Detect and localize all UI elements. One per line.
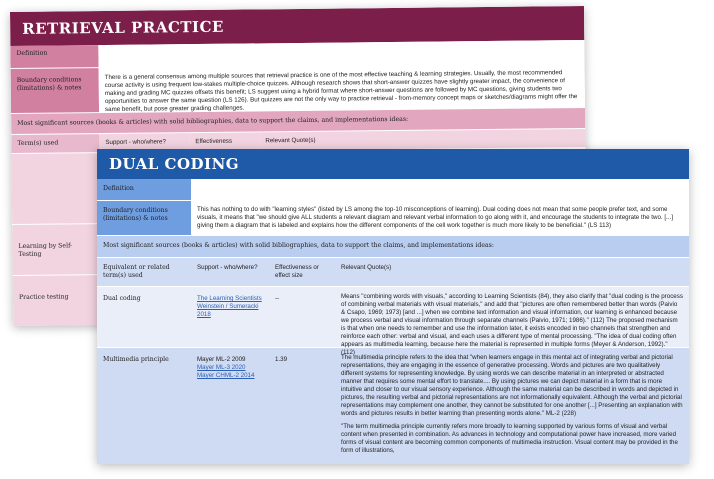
row-support bbox=[191, 348, 269, 464]
boundary-label: Boundary conditions (limitations) & notes bbox=[11, 68, 99, 113]
row-label-self-testing: Learning by Self-Testing bbox=[12, 224, 101, 275]
boundary-label: Boundary conditions (limitations) & notes bbox=[97, 201, 191, 235]
support-link[interactable]: The Learning Scientists bbox=[197, 295, 262, 302]
dual-coding-sheet bbox=[97, 149, 689, 464]
row-effectiveness: -- bbox=[275, 295, 280, 302]
support-source: Mayer ML-2 2009 bbox=[197, 356, 246, 363]
col-quotes: Relevant Quote(s) bbox=[259, 129, 585, 150]
row-quote-2: "The term multimedia principle currently refers more broadly to learning supported by various forms of visual and verbal content when presented in combination. As advances in technology and computational power have increased, more varied forms of visual content are becoming common components of multimedia instruction. Visual content may be provided in the form of illustrations, bbox=[341, 423, 678, 454]
row-quote-cell bbox=[335, 348, 689, 464]
col-quotes: Relevant Quote(s) bbox=[341, 264, 392, 271]
definition-label: Definition bbox=[10, 45, 98, 68]
row-quote: Means "combining words with visuals," according to Learning Scientists (84), they also clarify that "dual coding is the process of combining verbal materials with visual materials," and add that "pictures are often remembered better than words (Paivio & Csapo, 1969; 1973) [and ...] when we combine text information and visual information, our learning is enhanced because we process verbal and visual information through separate channels (Paivio, 1971; 1986)." (112) The proposed mechanism is that when one needs to remember and use the information later, it exists encoded in two channels that strengthen and reinforce each other: verbal and visual, and each uses a different type of mental processing. "The idea of dual coding often appears as multimedia learning, because here the material is represented in multiple forms (Meyer & Anderson, 1992)." (112) bbox=[341, 293, 683, 356]
support-link[interactable]: Mayer ML-3 2020 bbox=[197, 364, 246, 371]
definition-value bbox=[191, 179, 689, 200]
col-terms: Equivalent or related term(s) used bbox=[103, 264, 170, 279]
support-link[interactable]: 2018 bbox=[197, 311, 211, 318]
col-effectiveness: Effectiveness or effect size bbox=[275, 264, 319, 279]
support-link[interactable]: Weinstein / Sumeracki bbox=[197, 303, 259, 310]
row-label-practice-testing: Practice testing bbox=[13, 275, 102, 326]
sources-heading: Most significant sources (books & articles) with solid bibliographies, data to support the claims, and implementations ideas: bbox=[97, 236, 689, 257]
col-support: Support - who/where? bbox=[99, 133, 189, 152]
table-row bbox=[97, 348, 689, 464]
col-effectiveness: Effectiveness bbox=[189, 132, 259, 151]
definition-label: Definition bbox=[97, 179, 191, 200]
retrieval-title: RETRIEVAL PRACTICE bbox=[10, 6, 584, 46]
col-terms: Term(s) used bbox=[11, 134, 99, 153]
table-row bbox=[97, 287, 689, 356]
boundary-text: This has nothing to do with "learning styles" (listed by LS among the top-10 misconceptions of learning). Dual coding does not mean that some people prefer text, and some visuals, it means that "we should give ALL students a relevant diagram and relevant verbal information to go along with it, and encourage the students to integrate the two. [...] giving them a diagram that is labeled and explains how the different components of the cell work together is much more likely to be beneficial." (LS 113) bbox=[197, 206, 673, 229]
support-link[interactable]: Mayer CHML-2 2014 bbox=[197, 372, 255, 379]
row-term: Dual coding bbox=[103, 295, 141, 302]
col-support: Support - who/where? bbox=[197, 264, 258, 271]
dual-title: DUAL CODING bbox=[97, 149, 689, 179]
sources-heading: Most significant sources (books & articles) with solid bibliographies, data to support the claims, and implementations ideas: bbox=[11, 108, 585, 134]
row-effectiveness: 1.39 bbox=[275, 356, 288, 363]
row-term: Multimedia principle bbox=[103, 356, 169, 363]
boundary-text: There is a general consensus among multiple sources that retrieval practice is one of the most effective teaching & learning strategies. Usually, the most recommended course activity is using frequent low-stakes multiple-choice quizzes. Although research shows that short-answer quizzes have slightly greater impact, the convenience of making and grading MC quizzes offsets this benefit; LS suggest using a hybrid format where short-answer questions are followed by MC questions, giving students two opportunities to answer the same question (LS 126). But quizzes are not the only way to practice retrieval - from-memory concept maps or sketches/diagrams might offer the same benefit, but pose greater grading challenges. bbox=[99, 63, 585, 112]
row-blank bbox=[11, 153, 100, 224]
row-support bbox=[191, 287, 269, 347]
row-quote: The multimedia principle refers to the idea that "when learners engage in this mental act of integrating verbal and pictorial representations, they are engaging in the essence of generative processing. Words and pictures are two qualitatively different systems for representing knowledge. By using words we can describe material in an interpreted or abstracted manner that requires some mental effort to translate.... By using pictures we can depict material in a form that is more intuitive and closer to our visual sensory experience. Although the same material can be described in words and depicted in pictures, the resulting verbal and pictorial representations are not informationally equivalent. Although the verbal and pictorial representations may complement one another, they cannot be substituted for one another [...] Presenting an explanation with words and pictures results in better learning than presenting words alone." ML-2 (228) bbox=[341, 354, 683, 417]
